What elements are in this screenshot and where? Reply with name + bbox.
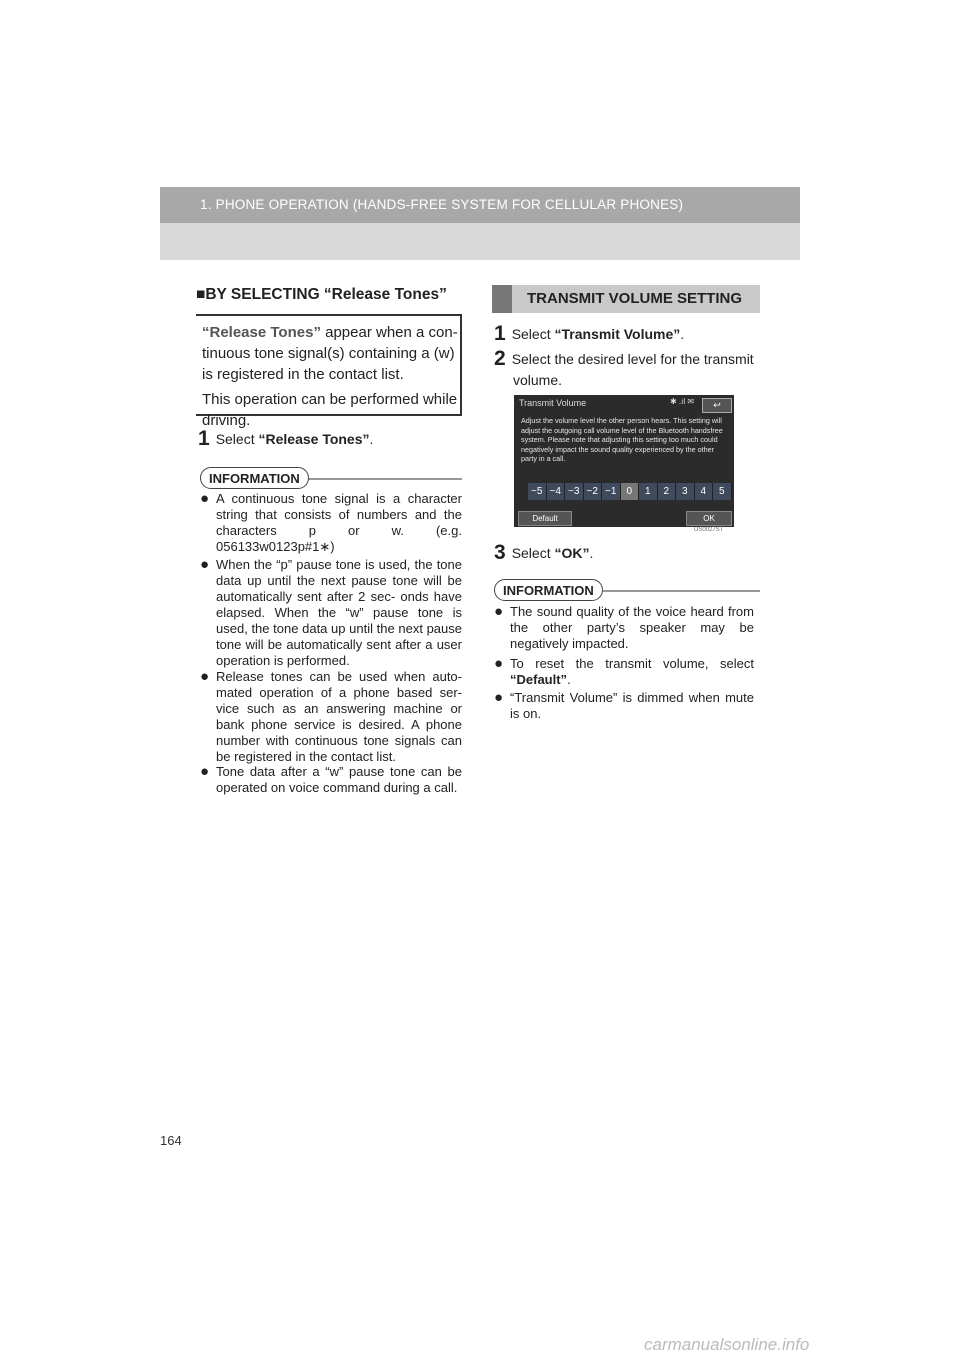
bullet-text: A continuous tone signal is a character string that consists of numbers and the characters p or w. (e.g. 056133w0123p#1∗) (216, 491, 462, 554)
bullet-text: When the “p” pause tone is used, the tone data up until the next pause tone will be automatically sent after 2 sec- onds have elapsed. When the “w” pause tone is used, the tone data up until the next pause tone will be automatically sent after a user operation is performed. (216, 557, 462, 668)
intro-line4: This operation can be performed while (202, 391, 458, 408)
step-bold: “OK” (554, 545, 590, 561)
level-button[interactable]: −3 (565, 483, 584, 500)
screen-message: Adjust the volume level the other person hears. This setting will adjust the outgoing call volume level of the Bluetooth handsfree system. Please note that adjusting this setting too much could negatively impact the sound quality experienced by the other party in a call. (521, 416, 723, 464)
step-punct: . (589, 545, 594, 561)
bullet-text-part: To reset the transmit volume, select (510, 656, 754, 671)
step-punct: . (369, 431, 374, 447)
bullet-text-punct: . (567, 672, 571, 687)
info-bullet (494, 604, 754, 652)
figure-code: US0027ST (694, 527, 724, 533)
section-title: TRANSMIT VOLUME SETTING (527, 290, 742, 307)
info-bullet (200, 557, 462, 669)
step-text: Select (511, 326, 555, 342)
level-button[interactable]: 5 (713, 483, 732, 500)
info-label: INFORMATION (494, 579, 603, 601)
bullet-text-bold: “Default” (510, 672, 568, 687)
info-bullet (200, 491, 462, 555)
step-text: Select the desired level for the transmit (511, 351, 754, 367)
step-bold: “Transmit Volume” (554, 326, 681, 342)
step-number: 1 (494, 322, 506, 345)
info-bullet (200, 669, 462, 765)
bullet-text (494, 656, 754, 688)
watermark: carmanualsonline.info (644, 1335, 810, 1354)
bullet-icon: ● (200, 763, 210, 780)
intro-bold: “Release Tones” (202, 324, 321, 341)
step-text: Select (511, 545, 555, 561)
bullet-text: Tone data after a “w” pause tone can be operated on voice command during a call. (216, 764, 462, 795)
intro-line2: tinuous tone signal(s) containing a (w) (202, 345, 455, 362)
right-step-2 (494, 348, 754, 391)
default-button[interactable]: Default (518, 511, 572, 526)
section-header-band (160, 223, 800, 260)
transmit-volume-screenshot (514, 395, 734, 527)
info-bullet (494, 656, 754, 688)
bullet-icon: ● (494, 655, 504, 672)
intro-line1: appear when a con- (320, 324, 458, 341)
level-button[interactable]: 3 (676, 483, 695, 500)
section-title-marker (492, 285, 512, 313)
info-bullet (200, 764, 462, 796)
intro-line3: is registered in the contact list. (202, 366, 404, 383)
left-step-1 (198, 427, 373, 451)
ok-button[interactable]: OK (686, 511, 732, 526)
bullet-icon: ● (494, 689, 504, 706)
level-button[interactable]: 4 (695, 483, 714, 500)
step-text-cont: volume. (513, 372, 563, 388)
bullet-text: The sound quality of the voice heard from the other party’s speaker may be negatively impacted. (510, 604, 754, 651)
level-button[interactable]: 2 (658, 483, 677, 500)
step-bold: “Release Tones” (258, 431, 370, 447)
section-title-bar (492, 285, 760, 313)
bullet-icon: ● (200, 556, 210, 573)
bullet-text: “Transmit Volume” is dimmed when mute is on. (510, 690, 754, 721)
right-step-1 (494, 322, 684, 346)
step-number: 3 (494, 541, 506, 564)
status-icons: ✱ .ıl ✉ (670, 397, 695, 406)
subsection-heading: ■BY SELECTING “Release Tones” (196, 286, 447, 303)
step-text: Select (215, 431, 259, 447)
level-button[interactable]: −2 (584, 483, 603, 500)
level-button[interactable]: −5 (528, 483, 547, 500)
level-button[interactable]: 1 (639, 483, 658, 500)
section-header-bar (160, 187, 800, 223)
volume-level-selector[interactable] (528, 483, 732, 500)
info-bullet (494, 690, 754, 722)
bullet-icon: ● (200, 668, 210, 685)
bullet-icon: ● (200, 490, 210, 507)
bullet-text: Release tones can be used when auto- mated operation of a phone based ser- vice such as an answering machine or bank phone service is desired. A phone number with continuous tone signals can be registered in the contact list. (216, 669, 462, 764)
section-header-text: 1. PHONE OPERATION (HANDS-FREE SYSTEM FOR CELLULAR PHONES) (200, 197, 684, 212)
level-button[interactable]: −4 (547, 483, 566, 500)
right-step-3 (494, 541, 593, 565)
step-number: 1 (198, 427, 210, 450)
bullet-icon: ● (494, 603, 504, 620)
info-label: INFORMATION (200, 467, 309, 489)
page-number: 164 (160, 1133, 182, 1148)
screen-title: Transmit Volume (519, 398, 587, 408)
step-number: 2 (494, 347, 506, 370)
step-punct: . (680, 326, 685, 342)
intro-box (196, 314, 462, 429)
level-button-selected[interactable]: 0 (621, 483, 640, 500)
back-arrow-icon[interactable]: ↩ (702, 398, 732, 413)
level-button[interactable]: −1 (602, 483, 621, 500)
intro-line5: driving. (202, 412, 251, 429)
